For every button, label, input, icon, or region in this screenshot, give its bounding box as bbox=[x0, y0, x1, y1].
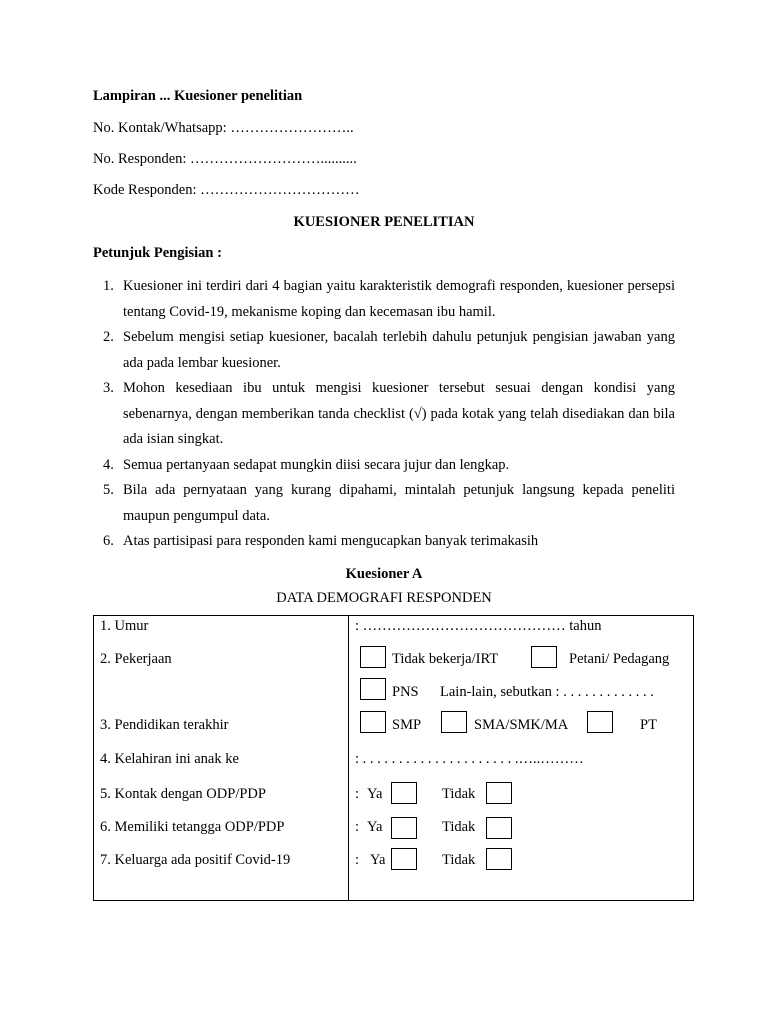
tidak-bekerja-checkbox[interactable] bbox=[360, 646, 386, 668]
keluarga-ya-label: Ya bbox=[370, 852, 386, 868]
instruction-text: Sebelum mengisi setiap kuesioner, bacalah terlebih dahulu petunjuk pengisian jawaban yang ada pada lembar kuesioner. bbox=[123, 329, 675, 371]
instruction-text: Atas partisipasi para responden kami mengucapkan banyak terimakasih bbox=[123, 533, 539, 549]
keluarga-ya-checkbox[interactable] bbox=[391, 848, 417, 870]
kontak-odp-tidak-checkbox[interactable] bbox=[486, 782, 512, 804]
lampiran-heading: Lampiran ... Kuesioner penelitian bbox=[93, 88, 303, 104]
section-title: Kuesioner A bbox=[345, 566, 423, 582]
pendidikan-label: 3. Pendidikan terakhir bbox=[100, 717, 229, 733]
instruction-text: Bila ada pernyataan yang kurang dipahami, mintalah petunjuk langsung kepada peneliti maupun pengumpul data. bbox=[123, 482, 675, 524]
petunjuk-heading: Petunjuk Pengisian : bbox=[93, 245, 222, 261]
instruction-list bbox=[93, 274, 675, 555]
kontak-odp-ya-label: Ya bbox=[367, 786, 383, 802]
instruction-number: 3. bbox=[103, 380, 114, 396]
kelahiran-label: 4. Kelahiran ini anak ke bbox=[100, 751, 239, 767]
instruction-item bbox=[93, 325, 675, 376]
kontak-whatsapp-line: No. Kontak/Whatsapp: …………………….. bbox=[93, 120, 354, 136]
kontak-odp-label: 5. Kontak dengan ODP/PDP bbox=[100, 786, 266, 802]
sma-checkbox[interactable] bbox=[441, 711, 467, 733]
pt-checkbox[interactable] bbox=[587, 711, 613, 733]
smp-label: SMP bbox=[392, 717, 422, 733]
kelahiran-field[interactable]: : . . . . . . . . . . . . . . . . . . . . . .…..……… bbox=[355, 751, 584, 767]
instruction-number: 4. bbox=[103, 456, 114, 473]
instruction-item bbox=[93, 274, 675, 325]
smp-checkbox[interactable] bbox=[360, 711, 386, 733]
lain-lain-field[interactable]: Lain-lain, sebutkan : . . . . . . . . . . . . . bbox=[440, 684, 654, 700]
keluarga-label: 7. Keluarga ada positif Covid-19 bbox=[100, 852, 291, 868]
table-column-divider bbox=[348, 616, 349, 900]
kontak-odp-ya-checkbox[interactable] bbox=[391, 782, 417, 804]
tetangga-label: 6. Memiliki tetangga ODP/PDP bbox=[100, 819, 285, 835]
keluarga-tidak-label: Tidak bbox=[442, 852, 476, 868]
instruction-item bbox=[93, 453, 675, 479]
instruction-number: 2. bbox=[103, 329, 114, 345]
kontak-odp-colon: : bbox=[355, 786, 360, 802]
instruction-number: 5. bbox=[103, 482, 114, 498]
keluarga-colon: : bbox=[355, 852, 360, 868]
no-responden-line: No. Responden: ……………………….......... bbox=[93, 151, 357, 167]
instruction-item bbox=[93, 376, 675, 453]
instruction-text: Mohon kesediaan ibu untuk mengisi kuesioner tersebut sesuai dengan kondisi yang sebenarnya, dengan memberikan tanda checklist (√) pada kotak yang telah disediakan dan bila ada isian singkat. bbox=[123, 380, 675, 447]
umur-label: 1. Umur bbox=[100, 618, 149, 634]
instruction-number: 1. bbox=[103, 278, 114, 294]
instruction-item bbox=[93, 478, 675, 529]
pns-checkbox[interactable] bbox=[360, 678, 386, 700]
petani-pedagang-checkbox[interactable] bbox=[531, 646, 557, 668]
demographic-form-table bbox=[93, 615, 694, 901]
section-subtitle: DATA DEMOGRAFI RESPONDEN bbox=[276, 590, 492, 606]
pekerjaan-label: 2. Pekerjaan bbox=[100, 651, 172, 667]
tetangga-tidak-checkbox[interactable] bbox=[486, 817, 512, 839]
umur-field[interactable]: : …………………………………… tahun bbox=[355, 618, 602, 634]
instruction-text: Kuesioner ini terdiri dari 4 bagian yaitu karakteristik demografi responden, kuesioner persepsi tentang Covid-19, mekanisme koping dan kecemasan ibu hamil. bbox=[123, 278, 675, 320]
instruction-text: Semua pertanyaan sedapat mungkin diisi secara jujur dan lengkap. bbox=[123, 456, 510, 473]
pns-label: PNS bbox=[392, 684, 419, 700]
kode-responden-line: Kode Responden: …………………………… bbox=[93, 182, 360, 198]
instruction-number: 6. bbox=[103, 533, 114, 549]
tetangga-ya-label: Ya bbox=[367, 819, 383, 835]
instruction-item bbox=[93, 529, 675, 555]
keluarga-tidak-checkbox[interactable] bbox=[486, 848, 512, 870]
pt-label: PT bbox=[640, 717, 657, 733]
petani-pedagang-label: Petani/ Pedagang bbox=[569, 651, 670, 667]
kontak-odp-tidak-label: Tidak bbox=[442, 786, 476, 802]
tetangga-ya-checkbox[interactable] bbox=[391, 817, 417, 839]
sma-label: SMA/SMK/MA bbox=[474, 717, 569, 733]
page-title: KUESIONER PENELITIAN bbox=[293, 214, 475, 230]
tetangga-tidak-label: Tidak bbox=[442, 819, 476, 835]
tidak-bekerja-label: Tidak bekerja/IRT bbox=[392, 651, 499, 667]
tetangga-colon: : bbox=[355, 819, 360, 835]
